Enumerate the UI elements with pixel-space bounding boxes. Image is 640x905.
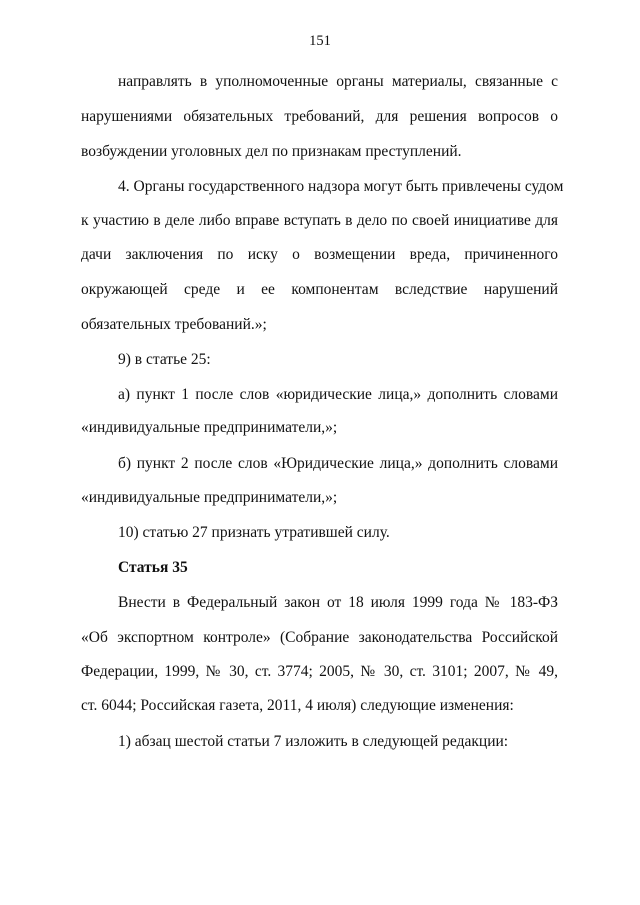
text-line: б) пункт 2 после слов «Юридические лица,» дополнить словами xyxy=(118,455,558,472)
page-number: 151 xyxy=(309,33,331,49)
text-line: 9) в статье 25: xyxy=(118,351,211,368)
text-line: обязательных требований.»; xyxy=(81,316,267,333)
text-line: 1) абзац шестой статьи 7 изложить в следующей редакции: xyxy=(118,733,509,750)
text-line: ст. 6044; Российская газета, 2011, 4 июля) следующие изменения: xyxy=(81,697,514,714)
text-line: 10) статью 27 признать утратившей силу. xyxy=(118,524,390,541)
text-line: окружающей среде и ее компонентам вследствие нарушений xyxy=(81,281,558,298)
text-line: направлять в уполномоченные органы материалы, связанные с xyxy=(118,73,558,90)
text-line: «Об экспортном контроле» (Собрание законодательства Российской xyxy=(81,629,558,646)
text-line: нарушениями обязательных требований, для решения вопросов о xyxy=(81,108,558,125)
text-line: а) пункт 1 после слов «юридические лица,» дополнить словами xyxy=(118,386,558,403)
text-line: 4. Органы государственного надзора могут быть привлечены судом xyxy=(118,178,564,195)
text-line: возбуждении уголовных дел по признакам преступлений. xyxy=(81,143,462,160)
text-line: «индивидуальные предприниматели,»; xyxy=(81,489,338,506)
text-line: «индивидуальные предприниматели,»; xyxy=(81,419,338,436)
article-heading: Статья 35 xyxy=(118,559,188,576)
text-line: к участию в деле либо вправе вступать в дело по своей инициативе для xyxy=(81,212,558,229)
text-line: Федерации, 1999, № 30, ст. 3774; 2005, № 30, ст. 3101; 2007, № 49, xyxy=(81,663,558,680)
text-line: дачи заключения по иску о возмещении вреда, причиненного xyxy=(81,246,558,263)
text-line: Внести в Федеральный закон от 18 июля 1999 года № 183-ФЗ xyxy=(118,594,558,611)
